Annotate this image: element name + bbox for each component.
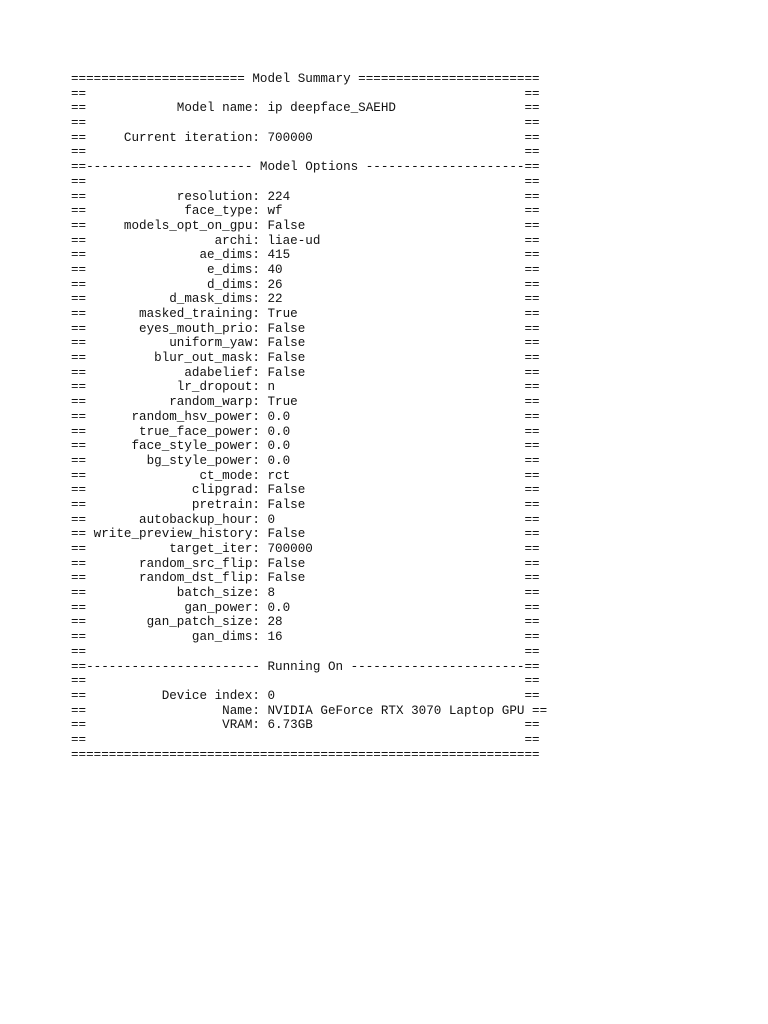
- summary-line: ==---------------------- Model Options ---------------------==: [71, 160, 540, 175]
- summary-line: == ct_mode: rct ==: [71, 468, 540, 483]
- summary-line: == bg_style_power: 0.0 ==: [71, 453, 540, 468]
- summary-line: == eyes_mouth_prio: False ==: [71, 321, 540, 336]
- summary-line: == adabelief: False ==: [71, 365, 540, 380]
- summary-line: == autobackup_hour: 0 ==: [71, 512, 540, 527]
- summary-line: == lr_dropout: n ==: [71, 380, 540, 395]
- summary-line: == e_dims: 40 ==: [71, 262, 540, 277]
- summary-line: == d_mask_dims: 22 ==: [71, 292, 540, 307]
- summary-line: == gan_patch_size: 28 ==: [71, 615, 540, 630]
- summary-line: == masked_training: True ==: [71, 307, 540, 321]
- summary-line: == d_dims: 26 ==: [71, 277, 540, 292]
- summary-line: == Device index: 0 ==: [71, 688, 540, 703]
- summary-line: == ==: [71, 116, 540, 131]
- summary-line: == Model name: ip deepface_SAEHD ==: [71, 101, 540, 116]
- summary-line: == models_opt_on_gpu: False ==: [71, 218, 540, 233]
- summary-line: == archi: liae-ud ==: [71, 233, 540, 248]
- summary-line: == ==: [71, 674, 540, 689]
- summary-line: == random_src_flip: False ==: [71, 556, 540, 571]
- summary-line: == ==: [71, 644, 540, 659]
- summary-line: == ==: [71, 732, 540, 747]
- summary-line: == true_face_power: 0.0 ==: [71, 424, 540, 439]
- summary-line: == resolution: 224 ==: [71, 189, 540, 204]
- summary-line: == uniform_yaw: False ==: [71, 336, 540, 351]
- summary-line: == ==: [71, 86, 540, 101]
- summary-line: ======================= Model Summary ========================: [71, 72, 540, 86]
- summary-line: == gan_power: 0.0 ==: [71, 600, 540, 615]
- summary-line: == VRAM: 6.73GB ==: [71, 718, 540, 733]
- summary-line: == ==: [71, 145, 540, 160]
- summary-line: == pretrain: False ==: [71, 497, 540, 512]
- summary-line: == clipgrad: False ==: [71, 483, 540, 498]
- summary-line: ==----------------------- Running On -----------------------==: [71, 659, 540, 674]
- summary-line: == face_style_power: 0.0 ==: [71, 439, 540, 454]
- summary-line: == ae_dims: 415 ==: [71, 248, 540, 263]
- summary-line: == write_preview_history: False ==: [71, 527, 540, 542]
- summary-line: == target_iter: 700000 ==: [71, 542, 540, 556]
- model-summary-document: [71, 72, 547, 762]
- summary-line: == random_hsv_power: 0.0 ==: [71, 409, 540, 424]
- summary-line: == gan_dims: 16 ==: [71, 630, 540, 645]
- summary-line: == ==: [71, 174, 540, 189]
- summary-line: == random_dst_flip: False ==: [71, 571, 540, 586]
- summary-line: == blur_out_mask: False ==: [71, 351, 540, 366]
- summary-line: == Name: NVIDIA GeForce RTX 3070 Laptop GPU ==: [71, 703, 548, 718]
- summary-line: == face_type: wf ==: [71, 204, 540, 219]
- summary-line: ==============================================================: [71, 747, 540, 762]
- summary-line: == random_warp: True ==: [71, 395, 540, 410]
- summary-line: == Current iteration: 700000 ==: [71, 130, 540, 145]
- summary-line: == batch_size: 8 ==: [71, 586, 540, 601]
